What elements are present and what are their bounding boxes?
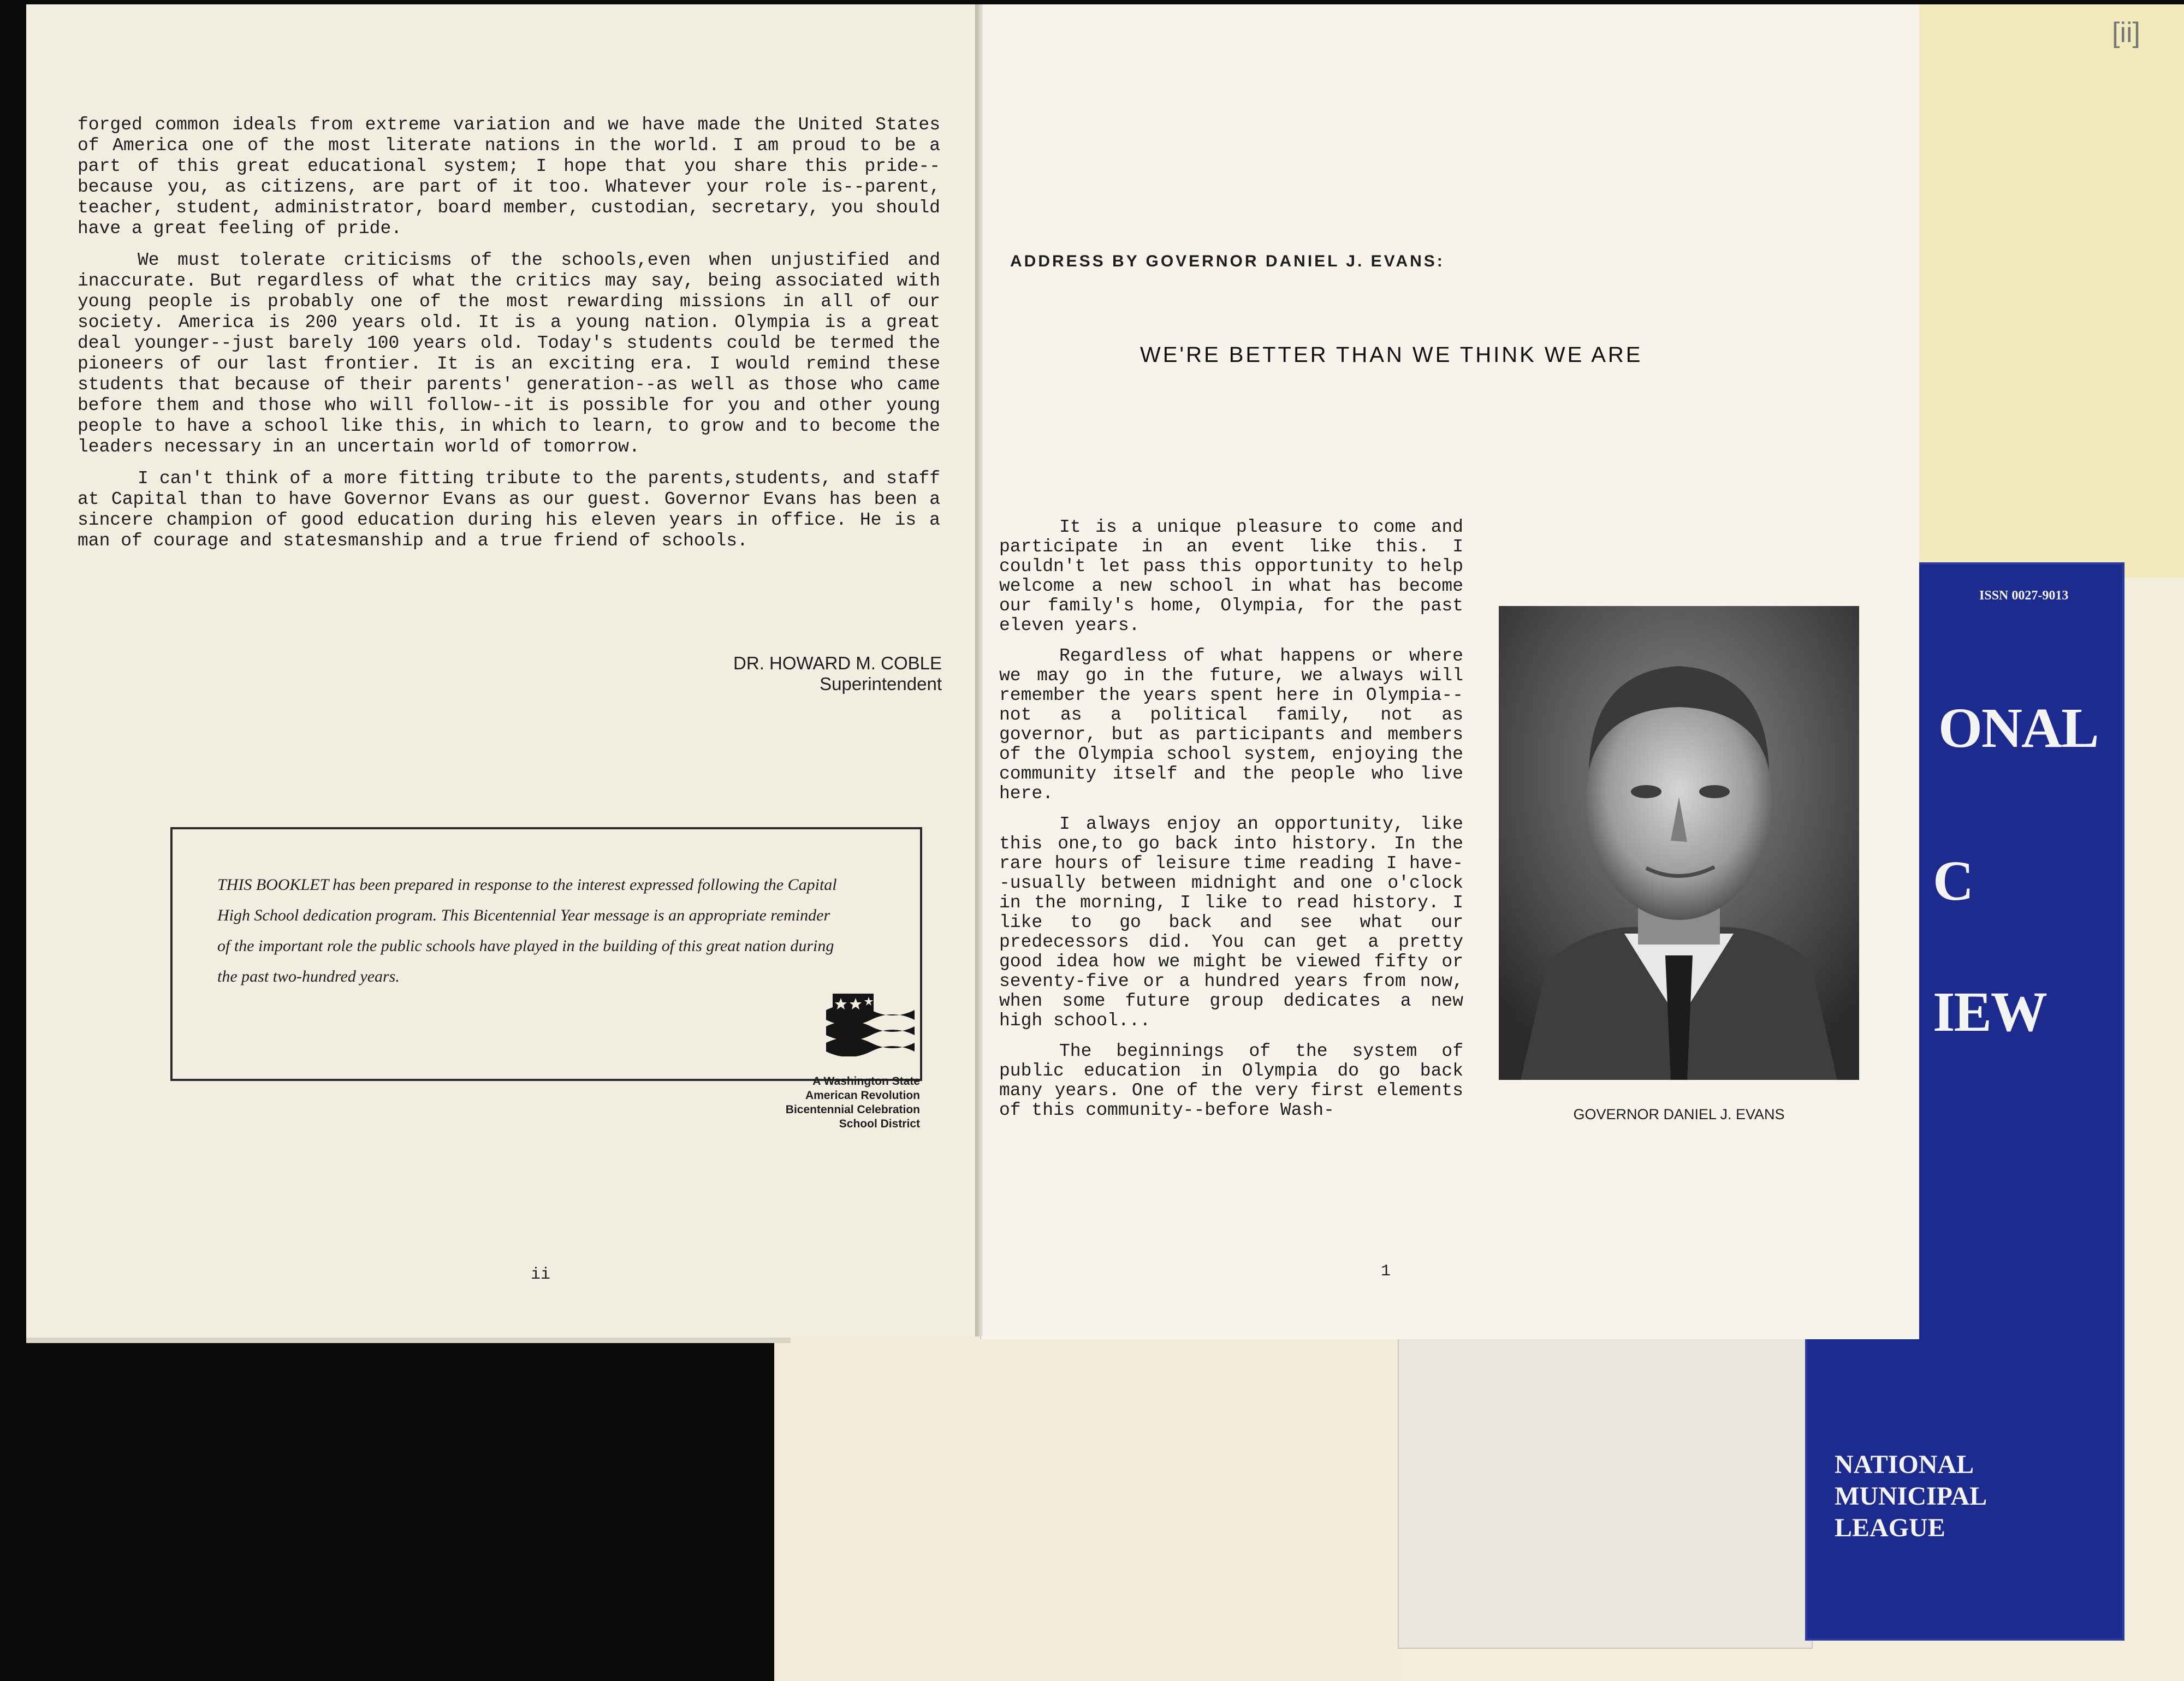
- page-number-left: ii: [530, 1266, 550, 1284]
- speech-headline: WE'RE BETTER THAN WE THINK WE ARE: [1140, 343, 1643, 367]
- masthead-fragment: IEW: [1933, 981, 2046, 1043]
- bicentennial-credit: [672, 1074, 920, 1131]
- masthead-fragment: C: [1933, 850, 1973, 912]
- booklet-note-box: [170, 827, 922, 1081]
- photo-caption: GOVERNOR DANIEL J. EVANS: [1573, 1106, 1785, 1122]
- archive-mark: [ii]: [2112, 17, 2140, 49]
- left-page-body: [78, 115, 940, 562]
- page-number-right: 1: [1380, 1262, 1391, 1281]
- credit-line: A Washington State: [812, 1075, 920, 1088]
- address-heading: ADDRESS BY GOVERNOR DANIEL J. EVANS:: [1010, 252, 1445, 270]
- right-page-body: [999, 518, 1463, 1131]
- body-paragraph: forged common ideals from extreme variation and we have made the United States of America one of the most literate nations in the world. I am proud to be a part of this great educational system; I hope that you share this pride--because you, as citizens, are part of it too. Whatever your role is--parent, teacher, student, administrator, board member, custodian, secretary, you should have a great feeling of pride.: [78, 115, 940, 239]
- body-paragraph: The beginnings of the system of public education in Olympia do go back many years. One of the very first elements of this community--before Wash-: [999, 1041, 1463, 1120]
- credit-line: American Revolution: [805, 1089, 920, 1102]
- body-paragraph: We must tolerate criticisms of the schools,even when unjustified and inaccurate. But regardless of what the critics may say, being associated with young people is probably one of the most rewarding missions in all of our society. America is 200 years old. It is a young nation. Olympia is a great deal younger--just barely 100 years old. Today's students could be termed the pioneers of our last frontier. It is an exciting era. I would remind these students that because of their parents' generation--as well as those who came before them and those who will follow--it is possible for you and other young people to have a school like this, in which to learn, to grow and to become the leaders necessary in an uncertain world of tomorrow.: [78, 250, 940, 457]
- credit-line: School District: [839, 1118, 920, 1130]
- portrait-image: [1499, 606, 1859, 1080]
- flag-icon: [822, 988, 917, 1056]
- governor-portrait-photo: [1499, 606, 1859, 1080]
- signature-name: DR. HOWARD M. COBLE: [733, 653, 942, 673]
- publisher-line: NATIONAL: [1835, 1450, 1974, 1479]
- body-paragraph: I can't think of a more fitting tribute to the parents,students, and staff at Capital than to have Governor Evans as our guest. Governor Evans has been a sincere champion of good education during his eleven years in office. He is a man of courage and statesmanship and a true friend of schools.: [78, 468, 940, 551]
- issn-label: ISSN 0027-9013: [1979, 589, 2069, 603]
- publisher-name: [1835, 1449, 2053, 1544]
- credit-line: Bicentennial Celebration: [785, 1103, 920, 1116]
- yellow-backing-sheet: [1911, 4, 2184, 578]
- booklet-note: THIS BOOKLET has been prepared in response to the interest expressed following the Capital High School dedication program. This Bicentennial Year message is an appropriate reminder of the important role the public schools have played in the building of this great nation during the past two-hundred years.: [217, 876, 837, 985]
- masthead-fragment: ONAL: [1938, 697, 2098, 759]
- signature-block: [628, 653, 942, 694]
- body-paragraph: I always enjoy an opportunity, like this one,to go back into history. In the rare hours of leisure time reading I have--usually between midnight and one o'clock in the morning, I like to read history. I like to go back and see what our predecessors did. You can get a pretty good idea how we might be viewed fifty or seventy-five or a hundred years from now, when some future group dedicates a new high school...: [999, 814, 1463, 1031]
- body-paragraph: Regardless of what happens or where we may go in the future, we always will remember the years spent here in Olympia--not as a political family, not as governor, but as participants and members of the Olympia school system, enjoying the community itself and the people who live here.: [999, 646, 1463, 804]
- publisher-line: MUNICIPAL: [1835, 1482, 1987, 1511]
- body-paragraph: It is a unique pleasure to come and participate in an event like this. I couldn't let pass this opportunity to help welcome a new school in what has become our family's home, Olympia, for the past eleven years.: [999, 517, 1463, 635]
- page-gutter: [975, 4, 983, 1337]
- publisher-line: LEAGUE: [1835, 1513, 1945, 1542]
- signature-title: Superintendent: [820, 674, 942, 694]
